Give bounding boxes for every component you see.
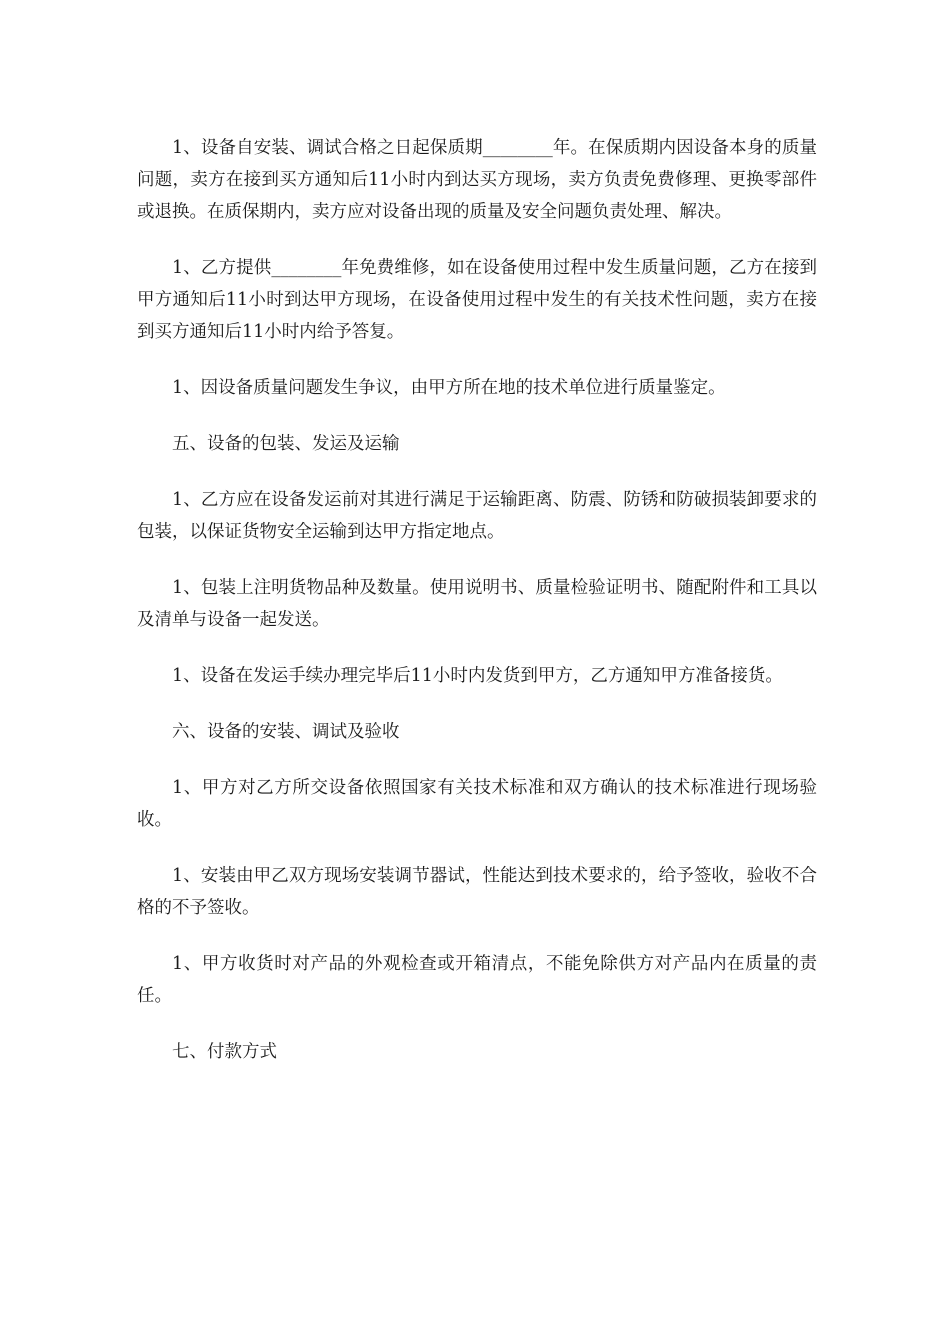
paragraph-installation-signoff: 1、安装由甲乙双方现场安装调节器试，性能达到技术要求的，给予签收，验收不合格的不予签收。	[137, 866, 817, 918]
paragraph-packaging-requirements: 1、乙方应在设备发运前对其进行满足于运输距离、防震、防锈和防破损装卸要求的包装，以保证货物安全运输到达甲方指定地点。	[137, 490, 817, 542]
paragraph-onsite-acceptance: 1、甲方对乙方所交设备依照国家有关技术标准和双方确认的技术标准进行现场验收。	[137, 778, 817, 830]
paragraph-inspection-liability: 1、甲方收货时对产品的外观检查或开箱清点，不能免除供方对产品内在质量的责任。	[137, 954, 817, 1006]
paragraph-free-maintenance: 1、乙方提供________年免费维修，如在设备使用过程中发生质量问题，乙方在接到甲方通知后11小时到达甲方现场，在设备使用过程中发生的有关技术性问题，卖方在接到买方通知后11小时内给予答复。	[137, 258, 817, 342]
section-heading-payment: 七、付款方式	[172, 1042, 277, 1062]
paragraph-warranty-period: 1、设备自安装、调试合格之日起保质期________年。在保质期内因设备本身的质量问题，卖方在接到买方通知后11小时内到达买方现场，卖方负责免费修理、更换零部件或退换。在质保期内，卖方应对设备出现的质量及安全问题负责处理、解决。	[137, 138, 817, 222]
section-heading-packaging: 五、设备的包装、发运及运输	[172, 434, 400, 454]
document-body	[137, 132, 817, 1092]
paragraph-packaging-labels: 1、包装上注明货物品种及数量。使用说明书、质量检验证明书、随配附件和工具以及清单与设备一起发送。	[137, 578, 817, 630]
section-heading-installation: 六、设备的安装、调试及验收	[172, 722, 400, 742]
paragraph-quality-dispute: 1、因设备质量问题发生争议，由甲方所在地的技术单位进行质量鉴定。	[172, 378, 726, 398]
paragraph-shipping-notice: 1、设备在发运手续办理完毕后11小时内发货到甲方，乙方通知甲方准备接货。	[172, 666, 783, 686]
